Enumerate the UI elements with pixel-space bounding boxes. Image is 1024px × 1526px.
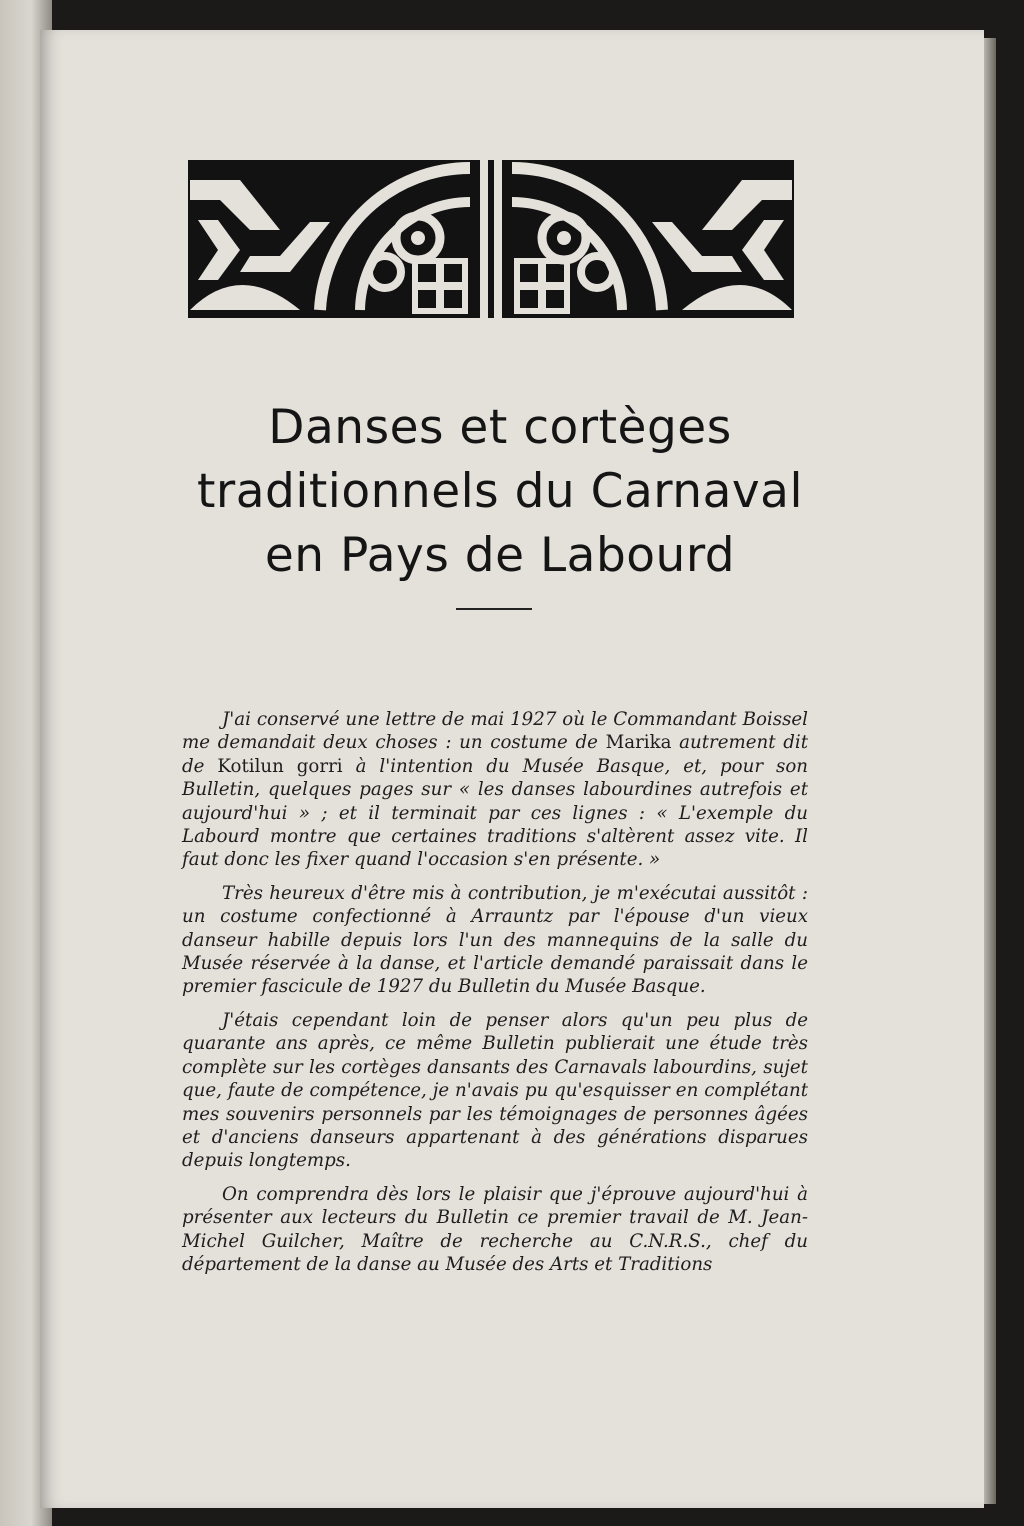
- paragraph-1-term-marika: Marika: [605, 732, 672, 754]
- paragraph-4: On comprendra dès lors le plaisir que j'éprouve aujourd'hui à présenter aux lecteurs du Bulletin ce premier travail de M. Jean-Michel Guilcher, Maître de recherche au C.N.R.S., chef du département de la danse au Musée des Arts et Traditions: [182, 1183, 808, 1275]
- paragraph-1-term-kotilun: Kotilun gorri: [217, 755, 343, 777]
- title-line-3: en Pays de Labourd: [264, 528, 736, 583]
- article-body: [182, 708, 808, 1286]
- paragraph-1-text-a: J'ai conservé une lettre de mai 1927 où le Commandant Boissel me demandait deux choses : un costume de: [182, 709, 808, 754]
- article-title: [100, 396, 900, 588]
- paragraph-2: Très heureux d'être mis à contribution, je m'exécutai aussitôt : un costume confectionné à Arrauntz par l'épouse d'un vieux danseur habille depuis lors l'un des mannequins de la salle du Musée réservée à la danse, et l'article demandé paraissait dans le premier fascicule de 1927 du Bulletin du Musée Basque.: [182, 882, 808, 998]
- title-line-2: traditionnels du Carnaval: [196, 464, 804, 519]
- paragraph-1: [182, 708, 808, 872]
- title-divider: [456, 608, 532, 610]
- title-line-1: Danses et cortèges: [268, 400, 732, 455]
- basque-ornament-band: [180, 160, 802, 318]
- page-stack-edge: [984, 38, 996, 1504]
- paragraph-1-text-e: à l'intention du Musée Basque, et, pour son Bulletin, quelques pages sur « les danses labourdines autrefois et aujourd'hui » ; et il terminait par ces lignes : « L'exemple du Labourd montre que certaines traditions s'altèrent assez vite. Il faut donc les fixer quand l'occasion s'en présente. »: [182, 755, 809, 871]
- paragraph-3: J'étais cependant loin de penser alors qu'un peu plus de quarante ans après, ce même Bulletin publierait une étude très complète sur les cortèges dansants des Carnavals labourdins, sujet que, faute de compétence, je n'avais pu qu'esquisser en complétant mes souvenirs personnels par les témoignages de personnes âgées et d'anciens danseurs appartenant à des générations disparues depuis longtemps.: [182, 1009, 808, 1172]
- paragraph-1-text-c: autrement dit de: [182, 732, 809, 777]
